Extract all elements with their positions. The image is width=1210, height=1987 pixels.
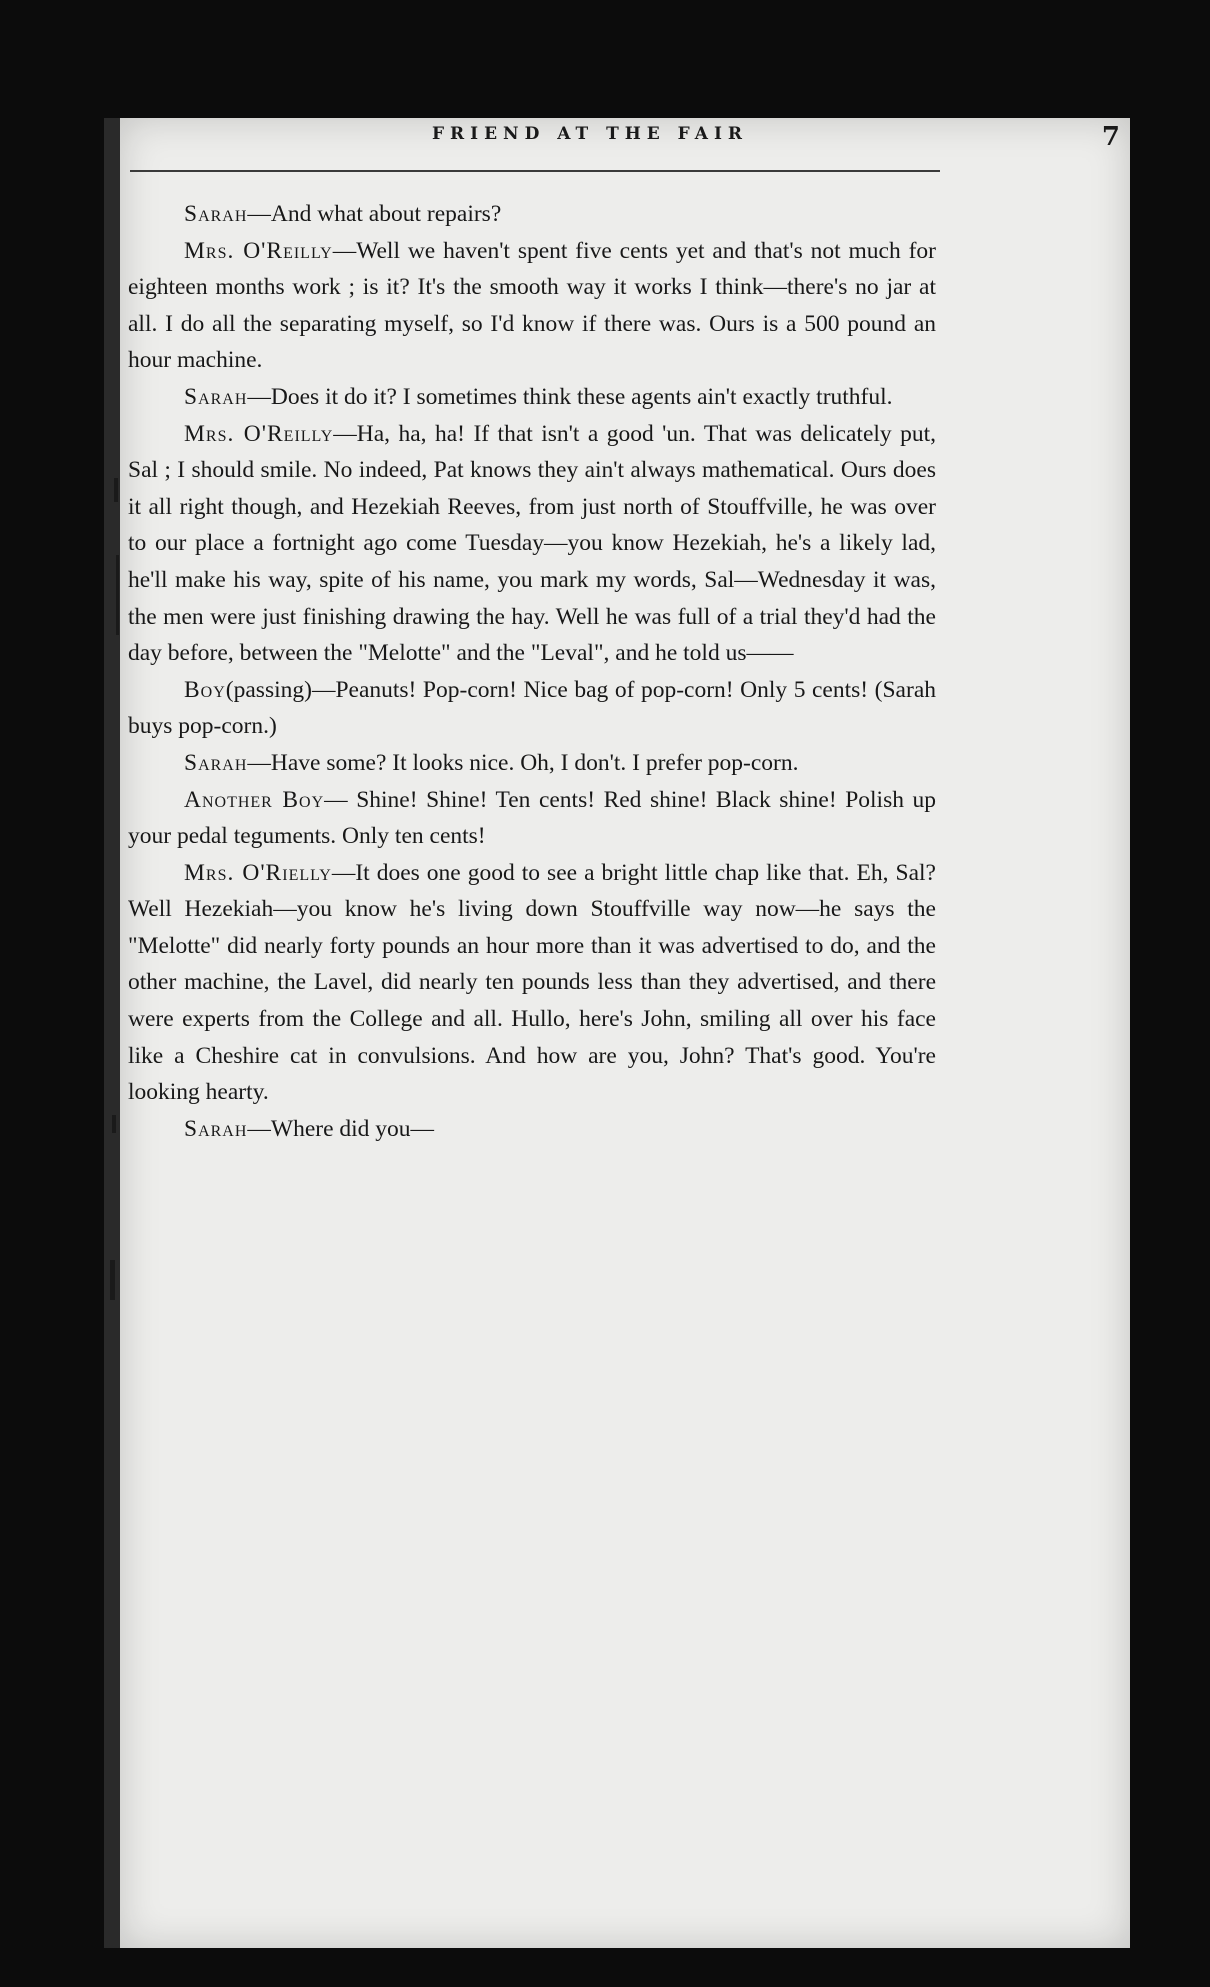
dialogue-text: —Does it do it? I sometimes think these agents ain't exactly truthful. [247,383,893,410]
speaker-name: Sarah [184,749,248,776]
margin-mark [116,555,119,635]
speaker-name: Sarah [184,201,248,227]
margin-mark [110,1260,115,1300]
speaker-name: Mrs. O'Reilly [184,420,334,447]
dialogue-text: —Well we haven't spent five cents yet and that's not much for eighteen months work ; is it? It's the smooth way it works I think—there's no jar at all. I do all the separating myself, so I'd know if there was. Ours is a 500 pound an hour machine. [128,237,936,374]
page-right-margin [1130,118,1210,1948]
dialogue-text: —Where did you— [247,1115,435,1142]
speaker-name: Another Boy [184,786,325,813]
margin-mark [112,1115,116,1133]
page-left-shadow [104,118,120,1948]
dialogue-text: —Ha, ha, ha! If that isn't a good 'un. That was delicately put, Sal ; I should smile. No indeed, Pat knows they ain't always mathematical. Ours does it all right though, and Hezekiah Reeves, from just north of Stouffville, he was over to our place a fortnight ago come Tuesday—you know Hezekiah, he's a likely lad, he'll make his way, spite of his name, you mark my words, Sal—Wednesday it was, the men were just finishing drawing the hay. Well he was full of a trial they'd had the day before, between the "Melotte" and the "Leval", and he told us—— [128,420,937,667]
dialogue-paragraph [128,672,936,745]
speaker-name: Sarah [184,383,248,410]
dialogue-paragraph [128,233,936,379]
dialogue-text: —Have some? It looks nice. Oh, I don't. I prefer pop-corn. [247,749,799,776]
dialogue-paragraph [128,782,936,855]
speaker-name: Boy [184,676,226,703]
header-rule [130,170,940,172]
running-title: FRIEND AT THE FAIR [431,124,749,144]
dialogue-paragraph [128,745,936,782]
dialogue-paragraph [128,379,936,416]
speaker-name: Sarah [184,1115,248,1142]
dialogue-text: —It does one good to see a bright little chap like that. Eh, Sal? Well Hezekiah—you know he's living down Stouffville way now—he says the "Melotte" did nearly forty pounds an hour more than it was advertised to do, and the other machine, the Lavel, did nearly ten pounds less than they advertised, and there were experts from the College and all. Hullo, here's John, smiling all over his face like a Cheshire cat in convulsions. And how are you, John? That's good. You're looking hearty. [128,859,936,1106]
dialogue-paragraph [128,855,936,1111]
dialogue-paragraph [128,196,936,233]
dialogue-paragraph [128,1111,936,1148]
dialogue-text: (passing)—Peanuts! Pop-corn! Nice bag of pop-corn! Only 5 cents! (Sarah buys pop-corn.) [128,676,936,740]
page-body [128,196,936,1147]
dialogue-text: —And what about repairs? [247,201,502,227]
speaker-name: Mrs. O'Rielly [184,859,332,886]
dialogue-paragraph [128,416,936,672]
dialogue-text: — Shine! Shine! Ten cents! Red shine! Black shine! Polish up your pedal teguments. Only ten cents! [128,786,937,850]
margin-mark [114,478,118,502]
speaker-name: Mrs. O'Reilly [184,237,333,264]
page-number: 7 [1101,122,1120,152]
